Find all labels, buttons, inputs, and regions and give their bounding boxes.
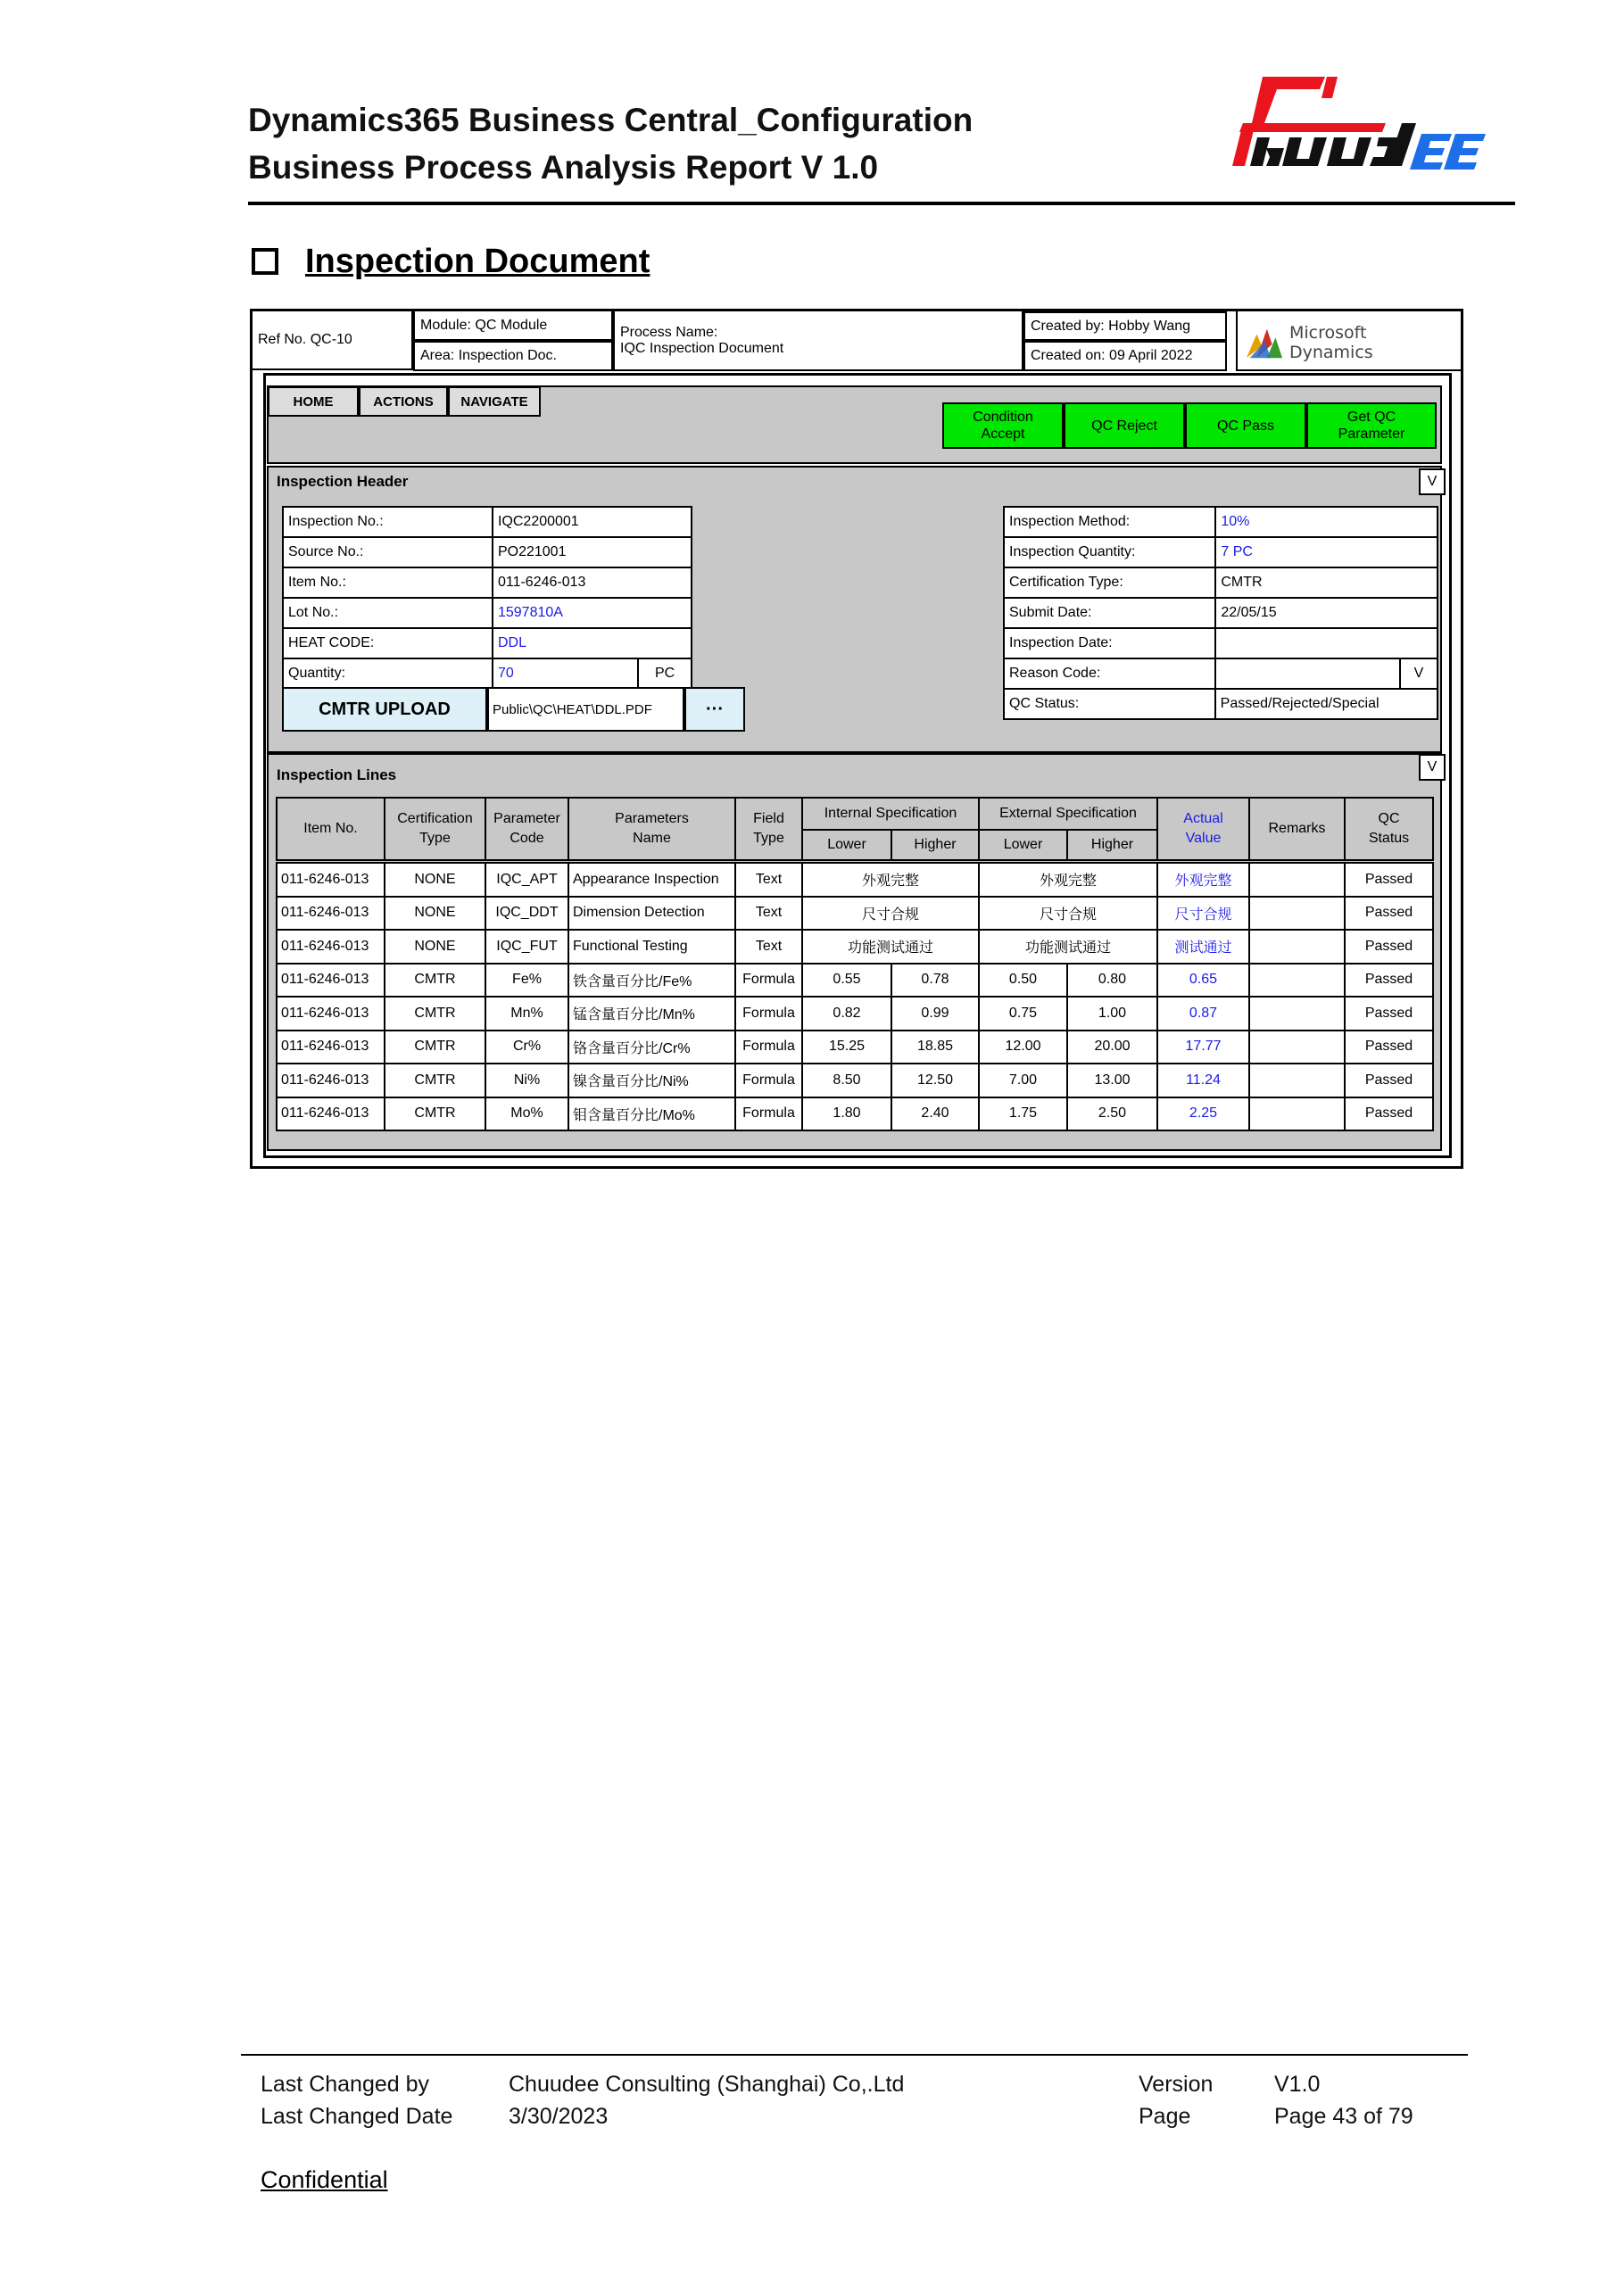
qc-status-cell: Passed	[1345, 897, 1433, 931]
internal-spec-cell: 尺寸合规	[802, 897, 979, 931]
last-changed-date-label: Last Changed Date	[261, 2104, 453, 2129]
col-external-spec[interactable]: External Specification	[979, 798, 1157, 830]
field-type-cell: Formula	[735, 1097, 802, 1131]
section-title: Inspection Document	[305, 242, 650, 280]
qc-status-value[interactable]: Passed/Rejected/Special	[1215, 689, 1438, 719]
param-name-cell: Appearance Inspection	[568, 863, 735, 897]
field-type-cell: Text	[735, 930, 802, 964]
created-on: Created on: 09 April 2022	[1031, 348, 1193, 363]
remarks-cell[interactable]	[1249, 997, 1345, 1031]
external-lower-cell: 0.75	[979, 997, 1067, 1031]
field-heat-code	[283, 628, 692, 658]
col-param-code[interactable]: Parameter Code	[485, 798, 568, 860]
field-label: Lot No.:	[283, 598, 493, 628]
col-qc-status[interactable]: QC Status	[1345, 798, 1433, 860]
internal-lower-cell: 0.82	[802, 997, 891, 1031]
param-code-cell: Mo%	[485, 1097, 568, 1131]
lines-grid	[276, 862, 1434, 1131]
area-cell	[413, 341, 613, 371]
internal-higher-cell: 2.40	[891, 1097, 979, 1131]
param-code-cell: IQC_DDT	[485, 897, 568, 931]
process-name: IQC Inspection Document	[620, 340, 784, 356]
external-higher-cell: 13.00	[1067, 1064, 1157, 1097]
internal-higher-cell: 0.99	[891, 997, 979, 1031]
field-type-cell: Formula	[735, 1064, 802, 1097]
qc-pass-button[interactable]: QC Pass	[1185, 402, 1306, 449]
submit-date-value[interactable]: 22/05/15	[1215, 598, 1438, 628]
actual-value-cell[interactable]: 2.25	[1157, 1097, 1249, 1131]
remarks-cell[interactable]	[1249, 964, 1345, 998]
cert-type-cell: CMTR	[385, 1031, 485, 1064]
field-source-no	[283, 537, 692, 567]
inspection-header-title: Inspection Header	[277, 473, 409, 490]
cert-type-cell: NONE	[385, 897, 485, 931]
document-title-line2: Business Process Analysis Report V 1.0	[248, 149, 879, 186]
param-name-cell: 镍含量百分比/Ni%	[568, 1064, 735, 1097]
tab-navigate-label: NAVIGATE	[460, 393, 528, 410]
lot-no-value[interactable]: 1597810A	[493, 598, 692, 628]
last-changed-date: 3/30/2023	[509, 2104, 609, 2129]
col-internal-spec[interactable]: Internal Specification	[802, 798, 979, 830]
param-code-cell: IQC_APT	[485, 863, 568, 897]
field-label: Source No.:	[283, 537, 493, 567]
field-label: Quantity:	[283, 658, 493, 689]
internal-lower-cell: 8.50	[802, 1064, 891, 1097]
remarks-cell[interactable]	[1249, 897, 1345, 931]
qc-reject-button[interactable]: QC Reject	[1064, 402, 1185, 449]
cmtr-upload-path[interactable]: Public\QC\HEAT\DDL.PDF	[487, 687, 684, 732]
col-field-type[interactable]: Field Type	[735, 798, 802, 860]
tab-home[interactable]	[268, 386, 359, 417]
inspection-no-value[interactable]: IQC2200001	[493, 507, 692, 537]
inspection-date-value[interactable]	[1215, 628, 1438, 658]
param-code-cell: Mn%	[485, 997, 568, 1031]
quantity-field	[282, 658, 692, 690]
field-label: Reason Code:	[1004, 658, 1215, 689]
header-right-fields	[1003, 506, 1438, 659]
footer-version-labels	[1139, 2068, 1213, 2132]
external-higher-cell: 2.50	[1067, 1097, 1157, 1131]
col-internal-higher[interactable]: Higher	[891, 830, 979, 860]
table-row[interactable]	[277, 1097, 1433, 1131]
external-lower-cell: 12.00	[979, 1031, 1067, 1064]
col-external-higher[interactable]: Higher	[1067, 830, 1157, 860]
qc-status-cell: Passed	[1345, 997, 1433, 1031]
qc-status-cell: Passed	[1345, 1031, 1433, 1064]
cert-type-cell: CMTR	[385, 1097, 485, 1131]
microsoft-dynamics-logo	[1245, 319, 1448, 366]
qc-status-cell: Passed	[1345, 1064, 1433, 1097]
tab-navigate[interactable]	[448, 386, 541, 417]
actual-value-cell[interactable]: 外观完整	[1157, 863, 1249, 897]
qc-status-cell: Passed	[1345, 1097, 1433, 1131]
last-changed-by-label: Last Changed by	[261, 2072, 430, 2097]
module-cell	[413, 311, 613, 341]
area: Area: Inspection Doc.	[420, 348, 557, 363]
footer-divider	[241, 2054, 1468, 2056]
external-higher-cell: 0.80	[1067, 964, 1157, 998]
cert-type-cell: NONE	[385, 863, 485, 897]
field-label: QC Status:	[1004, 689, 1215, 719]
inspection-lines-title: Inspection Lines	[277, 766, 397, 783]
param-name-cell: 锰含量百分比/Mn%	[568, 997, 735, 1031]
table-row[interactable]	[277, 1064, 1433, 1097]
actual-value-cell[interactable]: 0.65	[1157, 964, 1249, 998]
actual-value-cell[interactable]: 尺寸合规	[1157, 897, 1249, 931]
ref-no: Ref No. QC-10	[258, 332, 352, 347]
field-inspection-no	[283, 507, 692, 537]
quantity-value[interactable]: 70	[493, 658, 638, 689]
last-changed-by: Chuudee Consulting (Shanghai) Co,.Ltd	[509, 2072, 905, 2097]
col-actual-value[interactable]: Actual Value	[1157, 798, 1249, 860]
table-row[interactable]	[277, 930, 1433, 964]
field-label: Certification Type:	[1004, 567, 1215, 598]
item-no-cell: 011-6246-013	[277, 930, 385, 964]
actual-value-cell[interactable]: 17.77	[1157, 1031, 1249, 1064]
internal-higher-cell: 12.50	[891, 1064, 979, 1097]
param-name-cell: Functional Testing	[568, 930, 735, 964]
internal-lower-cell: 15.25	[802, 1031, 891, 1064]
get-qc-parameter-button[interactable]: Get QC Parameter	[1306, 402, 1437, 449]
tab-actions-label: ACTIONS	[373, 393, 434, 410]
document-title	[248, 96, 973, 191]
page-label: Page	[1139, 2104, 1191, 2129]
item-no-cell: 011-6246-013	[277, 1064, 385, 1097]
item-no-cell: 011-6246-013	[277, 964, 385, 998]
created-by-cell	[1023, 311, 1227, 341]
header-divider	[248, 202, 1515, 205]
item-no-cell: 011-6246-013	[277, 1097, 385, 1131]
dynamics-mark-icon	[1245, 325, 1284, 360]
field-type-cell: Formula	[735, 997, 802, 1031]
cmtr-upload-button[interactable]: CMTR UPLOAD	[282, 687, 487, 732]
param-name-cell: Dimension Detection	[568, 897, 735, 931]
item-no-cell: 011-6246-013	[277, 1031, 385, 1064]
item-no-cell: 011-6246-013	[277, 863, 385, 897]
field-label: Inspection Method:	[1004, 507, 1215, 537]
field-label: HEAT CODE:	[283, 628, 493, 658]
field-item-no	[283, 567, 692, 598]
process-name-label: Process Name:	[620, 324, 718, 340]
item-no-value[interactable]: 011-6246-013	[493, 567, 692, 598]
cert-type-cell: CMTR	[385, 997, 485, 1031]
cert-type-cell: CMTR	[385, 964, 485, 998]
internal-spec-cell: 外观完整	[802, 863, 979, 897]
param-code-cell: Fe%	[485, 964, 568, 998]
condition-accept-button[interactable]: Condition Accept	[942, 402, 1064, 449]
internal-higher-cell: 18.85	[891, 1031, 979, 1064]
internal-lower-cell: 1.80	[802, 1097, 891, 1131]
table-row[interactable]	[277, 964, 1433, 998]
document-title-line1: Dynamics365 Business Central_Configuration	[248, 102, 974, 138]
confidential-label: Confidential	[261, 2166, 388, 2193]
footer-labels	[261, 2068, 452, 2132]
qc-status-cell: Passed	[1345, 863, 1433, 897]
tab-actions[interactable]	[359, 386, 448, 417]
section-heading	[252, 239, 650, 284]
table-row[interactable]	[277, 997, 1433, 1031]
checkbox-icon	[252, 248, 278, 275]
tab-home-label: HOME	[293, 393, 334, 410]
inspection-lines-collapse-button[interactable]: V	[1419, 754, 1446, 781]
table-row[interactable]	[277, 897, 1433, 931]
item-no-cell: 011-6246-013	[277, 997, 385, 1031]
page-number: Page 43 of 79	[1274, 2104, 1413, 2129]
external-spec-cell: 尺寸合规	[979, 897, 1157, 931]
internal-spec-cell: 功能测试通过	[802, 930, 979, 964]
inspection-header-collapse-button[interactable]: V	[1419, 468, 1446, 495]
external-higher-cell: 20.00	[1067, 1031, 1157, 1064]
field-label: Item No.:	[283, 567, 493, 598]
col-item-no[interactable]: Item No.	[277, 798, 385, 860]
external-spec-cell: 功能测试通过	[979, 930, 1157, 964]
cert-type-cell: NONE	[385, 930, 485, 964]
remarks-cell[interactable]	[1249, 1064, 1345, 1097]
remarks-cell[interactable]	[1249, 930, 1345, 964]
quantity-unit: PC	[638, 658, 692, 689]
internal-higher-cell: 0.78	[891, 964, 979, 998]
qc-status-cell: Passed	[1345, 964, 1433, 998]
remarks-cell[interactable]	[1249, 863, 1345, 897]
actual-value-cell[interactable]: 测试通过	[1157, 930, 1249, 964]
field-type-cell: Formula	[735, 964, 802, 998]
external-spec-cell: 外观完整	[979, 863, 1157, 897]
field-type-cell: Text	[735, 897, 802, 931]
external-lower-cell: 1.75	[979, 1097, 1067, 1131]
actual-value-cell[interactable]: 0.87	[1157, 997, 1249, 1031]
table-row[interactable]	[277, 863, 1433, 897]
ms-logo-text: Microsoft Dynamics	[1288, 323, 1373, 362]
field-label: Inspection Quantity:	[1004, 537, 1215, 567]
version-label: Version	[1139, 2072, 1214, 2097]
external-higher-cell: 1.00	[1067, 997, 1157, 1031]
created-on-cell	[1023, 341, 1227, 371]
created-by: Created by: Hobby Wang	[1031, 318, 1191, 334]
param-name-cell: 铬含量百分比/Cr%	[568, 1031, 735, 1064]
version: V1.0	[1274, 2072, 1321, 2097]
param-name-cell: 铁含量百分比/Fe%	[568, 964, 735, 998]
browse-file-button[interactable]: ···	[684, 687, 745, 732]
col-internal-lower[interactable]: Lower	[802, 830, 891, 860]
field-type-cell: Formula	[735, 1031, 802, 1064]
footer-version-values	[1274, 2068, 1413, 2132]
footer-values	[509, 2068, 904, 2132]
header-left-fields	[282, 506, 692, 659]
field-label: Inspection No.:	[283, 507, 493, 537]
param-code-cell: IQC_FUT	[485, 930, 568, 964]
certification-type-value[interactable]: CMTR	[1215, 567, 1438, 598]
remarks-cell[interactable]	[1249, 1031, 1345, 1064]
chuudee-logo	[1227, 70, 1486, 177]
param-code-cell: Ni%	[485, 1064, 568, 1097]
field-type-cell: Text	[735, 863, 802, 897]
param-name-cell: 钼含量百分比/Mo%	[568, 1097, 735, 1131]
internal-lower-cell: 0.55	[802, 964, 891, 998]
col-external-lower[interactable]: Lower	[979, 830, 1067, 860]
qc-status-cell: Passed	[1345, 930, 1433, 964]
col-cert-type[interactable]: Certification Type	[385, 798, 485, 860]
param-code-cell: Cr%	[485, 1031, 568, 1064]
external-lower-cell: 7.00	[979, 1064, 1067, 1097]
heat-code-value[interactable]: DDL	[493, 628, 692, 658]
field-label: Inspection Date:	[1004, 628, 1215, 658]
actual-value-cell[interactable]: 11.24	[1157, 1064, 1249, 1097]
lines-header	[276, 797, 1434, 861]
cert-type-cell: CMTR	[385, 1064, 485, 1097]
external-lower-cell: 0.50	[979, 964, 1067, 998]
remarks-cell[interactable]	[1249, 1097, 1345, 1131]
reason-code-dropdown-button[interactable]: V	[1400, 658, 1438, 689]
field-label: Submit Date:	[1004, 598, 1215, 628]
module: Module: QC Module	[420, 317, 548, 333]
col-param-name[interactable]: Parameters Name	[568, 798, 735, 860]
reason-code-value[interactable]	[1215, 658, 1400, 689]
col-remarks[interactable]: Remarks	[1249, 798, 1345, 860]
inspection-method-value[interactable]: 10%	[1215, 507, 1438, 537]
item-no-cell: 011-6246-013	[277, 897, 385, 931]
inspection-quantity-value[interactable]: 7 PC	[1215, 537, 1438, 567]
reason-code-field	[1003, 658, 1438, 720]
process-name-cell	[613, 311, 1023, 371]
source-no-value[interactable]: PO221001	[493, 537, 692, 567]
table-row[interactable]	[277, 1031, 1433, 1064]
ref-no-cell	[253, 311, 413, 370]
field-lot-no	[283, 598, 692, 628]
